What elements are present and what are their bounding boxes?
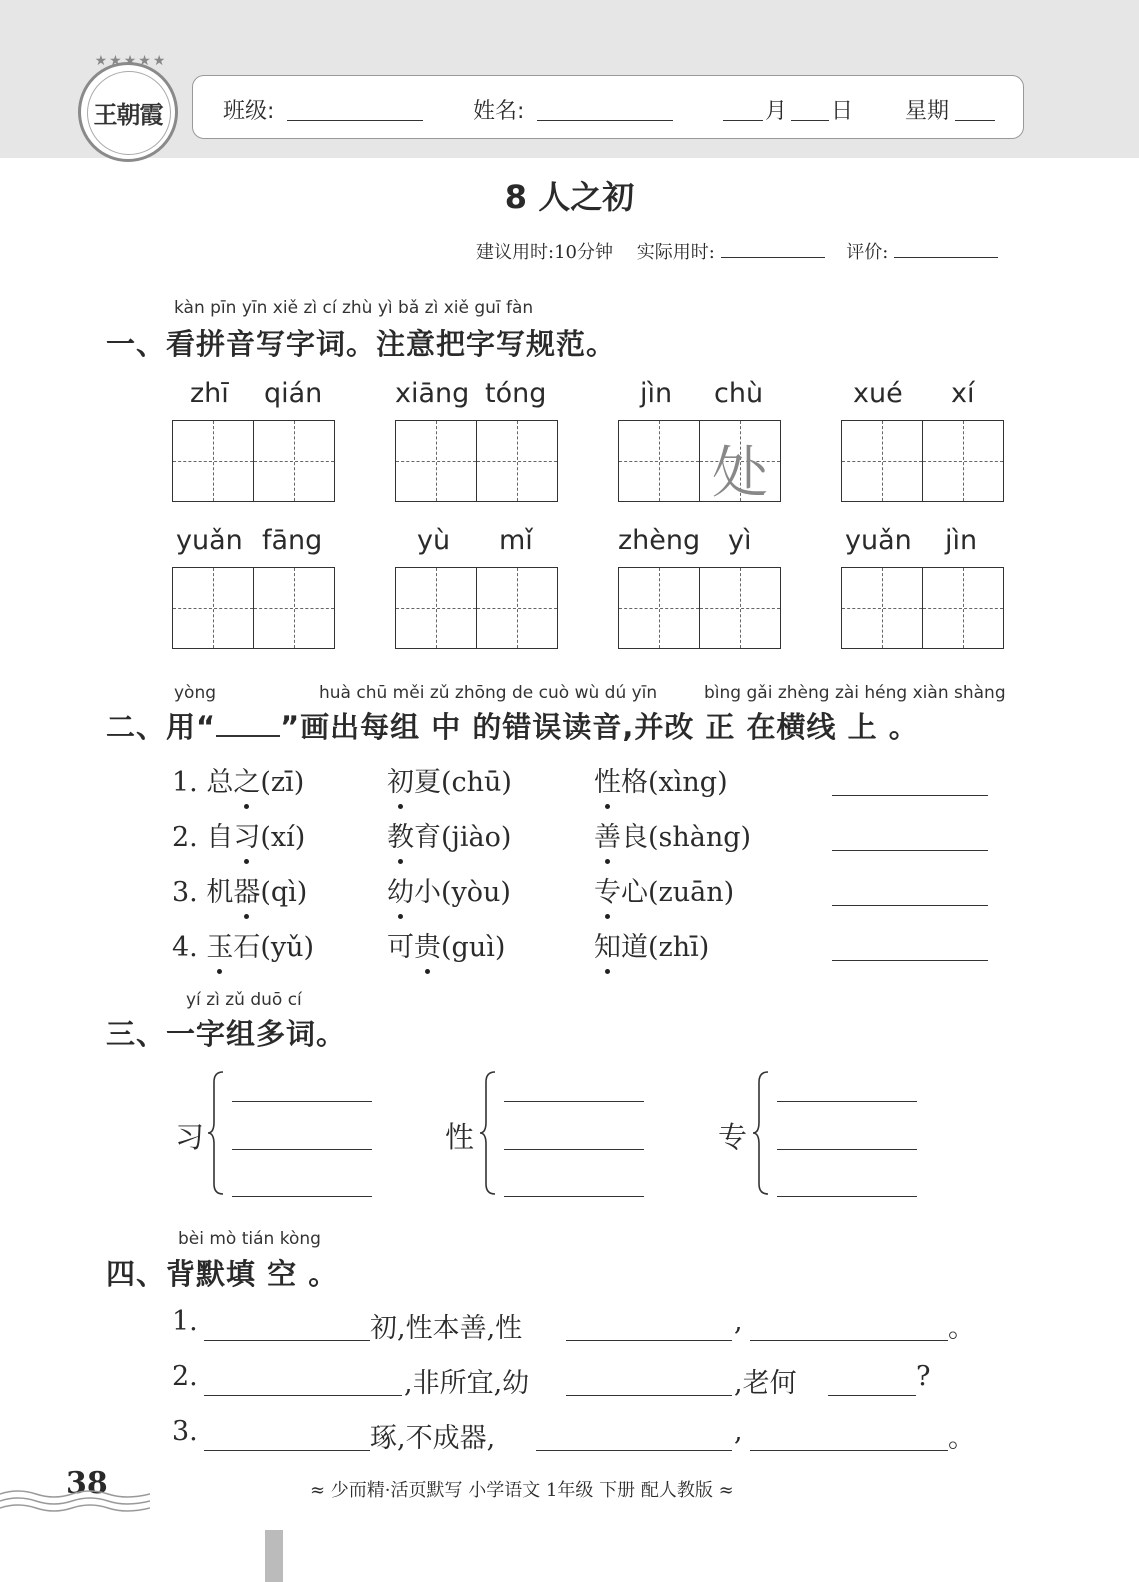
writing-grid[interactable]	[172, 420, 337, 504]
logo-stars-icon: ★★★★★	[94, 53, 168, 69]
section2-pinyin-c: bìng gǎi zhèng zài héng xiàn shàng	[704, 683, 1006, 703]
weekday-label: 星期	[905, 99, 950, 124]
answer-line[interactable]	[777, 1196, 917, 1197]
writing-grid[interactable]	[841, 567, 1006, 651]
pinyin-group: xiāng tóng	[395, 378, 547, 409]
writing-grid[interactable]	[841, 420, 1006, 504]
blank[interactable]	[828, 1395, 916, 1396]
blank[interactable]	[750, 1340, 948, 1341]
fill-line: 1. 初,性本善,性 , 。	[172, 1306, 975, 1344]
pinyin-group: zhī qián	[190, 378, 323, 409]
answer-line[interactable]	[832, 850, 988, 851]
answer-line[interactable]	[504, 1101, 644, 1102]
pinyin-group: zhèng yì	[618, 525, 752, 556]
blank[interactable]	[566, 1395, 732, 1396]
blank[interactable]	[204, 1395, 402, 1396]
sample-character: 处	[712, 441, 768, 506]
name-field[interactable]	[537, 120, 673, 121]
pinyin-group: yuǎn jìn	[845, 525, 978, 556]
blank[interactable]	[204, 1340, 370, 1341]
answer-line[interactable]	[232, 1149, 372, 1150]
answer-line[interactable]	[832, 795, 988, 796]
page-number: 38	[66, 1466, 108, 1501]
answer-line[interactable]	[777, 1101, 917, 1102]
student-info-box	[192, 75, 1024, 139]
logo-text: 王朝霞	[93, 99, 163, 129]
answer-line[interactable]	[832, 905, 988, 906]
evaluation-field[interactable]	[894, 257, 998, 258]
class-field[interactable]	[287, 120, 423, 121]
wave-decoration-icon	[0, 1488, 150, 1516]
blank[interactable]	[204, 1450, 370, 1451]
answer-line[interactable]	[232, 1101, 372, 1102]
time-row	[476, 238, 998, 264]
answer-line[interactable]	[832, 960, 988, 961]
section3-pinyin: yí zì zǔ duō cí	[186, 990, 302, 1010]
evaluation-label: 评价:	[846, 242, 889, 263]
brace-icon	[207, 1070, 229, 1196]
section2-heading: 二、用“ ”画出每组 中 的错误读音,并改 正 在横线 上 。	[106, 710, 919, 744]
name-label: 姓名:	[473, 99, 525, 124]
section4-pinyin: bèi mò tián kòng	[178, 1229, 321, 1249]
section2-pinyin-b: huà chū měi zǔ zhōng de cuò wù dú yīn	[319, 683, 658, 703]
writing-grid[interactable]	[395, 567, 560, 651]
page-edge-tab	[265, 1530, 283, 1582]
base-character: 习	[175, 1120, 205, 1154]
answer-line[interactable]	[777, 1149, 917, 1150]
footer-text: ≈ 少而精·活页默写 小学语文 1年级 下册 配人教版 ≈	[310, 1480, 734, 1501]
blank[interactable]	[750, 1450, 948, 1451]
pinyin-group: yuǎn fāng	[176, 525, 323, 556]
month-field[interactable]	[723, 120, 763, 121]
brace-icon	[752, 1070, 774, 1196]
month-label: 月	[765, 99, 788, 124]
answer-line[interactable]	[504, 1196, 644, 1197]
pinyin-group: yù mǐ	[417, 525, 533, 556]
base-character: 专	[718, 1120, 748, 1154]
base-character: 性	[445, 1120, 475, 1154]
pinyin-group: xué xí	[853, 378, 975, 409]
class-label: 班级:	[223, 99, 275, 124]
writing-grid[interactable]	[618, 567, 783, 651]
section1-heading: 一、看拼音写字词。注意把字写规范。	[106, 327, 617, 361]
blank[interactable]	[536, 1450, 732, 1451]
brand-logo	[78, 53, 178, 162]
day-field[interactable]	[791, 120, 829, 121]
pinyin-group: jìn chù	[640, 378, 764, 409]
actual-time-label: 实际用时:	[636, 242, 715, 263]
blank[interactable]	[566, 1340, 732, 1341]
actual-time-field[interactable]	[721, 257, 825, 258]
day-label: 日	[831, 99, 854, 124]
writing-grid[interactable]	[395, 420, 560, 504]
weekday-field[interactable]	[955, 120, 995, 121]
suggested-time: 建议用时:10分钟	[476, 242, 613, 263]
section2-pinyin-a: yòng	[174, 683, 217, 703]
fill-line: 2. ,非所宜,幼 ,老何 ?	[172, 1361, 931, 1399]
writing-grid[interactable]	[618, 420, 783, 504]
answer-line[interactable]	[504, 1149, 644, 1150]
section4-heading: 四、背默填 空 。	[106, 1257, 339, 1291]
writing-grid[interactable]	[172, 567, 337, 651]
section3-heading: 三、一字组多词。	[106, 1017, 347, 1051]
brace-icon	[479, 1070, 501, 1196]
section1-pinyin: kàn pīn yīn xiě zì cí zhù yì bǎ zì xiě guī fàn	[174, 298, 534, 318]
answer-line[interactable]	[232, 1196, 372, 1197]
page-title: 8 人之初	[504, 178, 635, 216]
fill-line: 3. 琢,不成器, , 。	[172, 1416, 975, 1454]
